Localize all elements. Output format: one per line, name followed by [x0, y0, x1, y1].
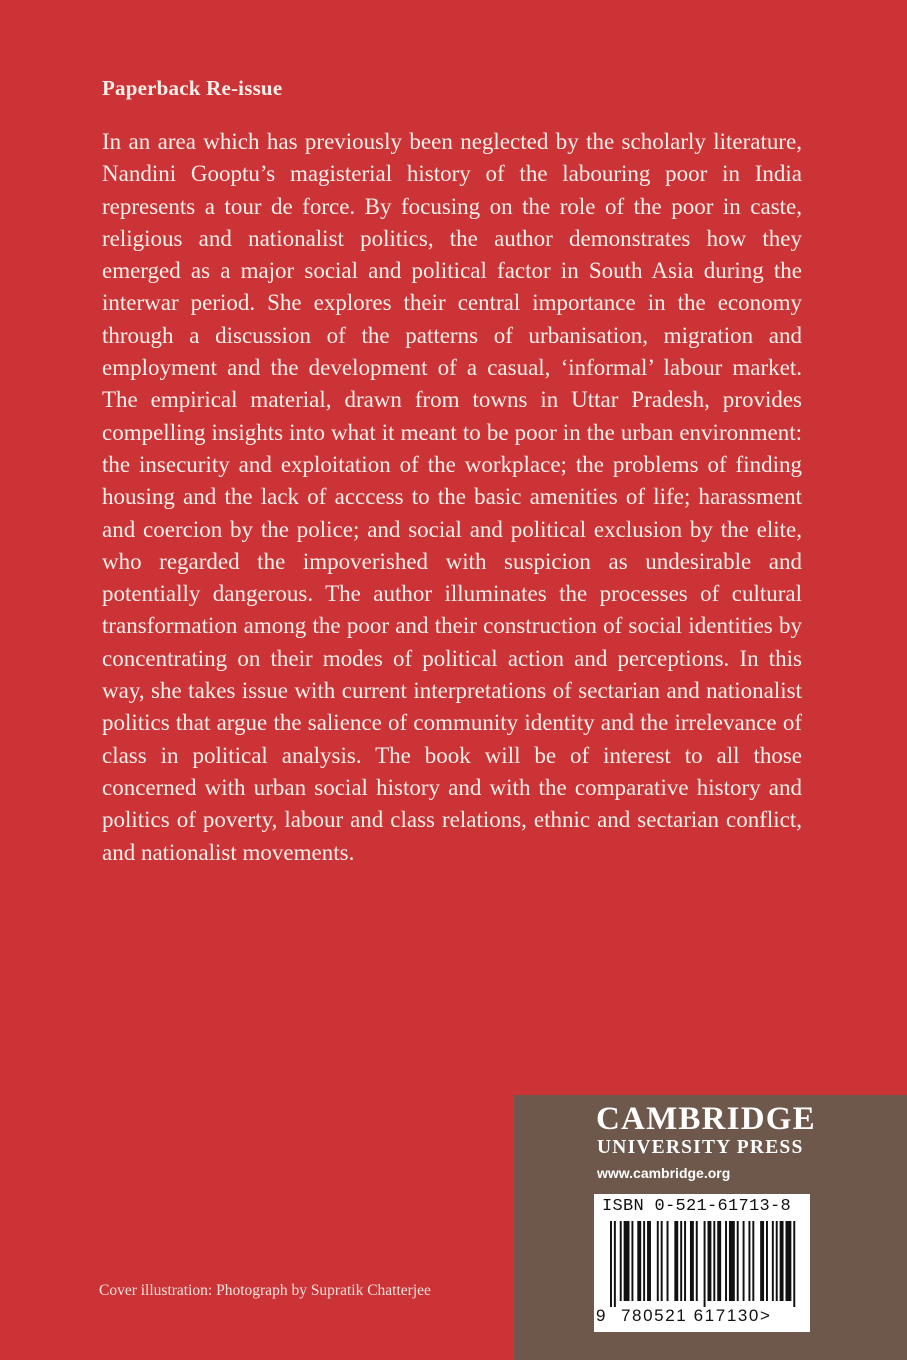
barcode-digits-text: 780521 617130 [621, 1306, 760, 1325]
barcode-bar [786, 1221, 792, 1301]
barcode-digits [621, 1306, 772, 1326]
barcode-bar [725, 1221, 727, 1301]
barcode-bar [690, 1221, 694, 1301]
barcode-bar [780, 1221, 784, 1301]
barcode-bar [793, 1221, 795, 1307]
barcode-bar [737, 1221, 739, 1301]
barcode-bar [760, 1221, 764, 1301]
barcode-bar [637, 1221, 641, 1301]
barcode-bar [643, 1221, 645, 1301]
cover-illustration-credit: Cover illustration: Photograph by Supratik Chatterjee [99, 1282, 431, 1299]
barcode-bar [680, 1221, 682, 1301]
isbn-barcode [594, 1194, 810, 1332]
barcode-bar [667, 1221, 669, 1301]
barcode-bar [614, 1221, 616, 1307]
barcode-bar [752, 1221, 754, 1301]
barcode-bar [743, 1221, 745, 1301]
barcode-bars [610, 1221, 800, 1307]
barcode-bar [748, 1221, 750, 1301]
barcode-bar [661, 1221, 663, 1301]
publisher-subname: UNIVERSITY PRESS [597, 1137, 804, 1158]
barcode-bar [708, 1221, 712, 1301]
barcode-bar [674, 1221, 678, 1301]
reissue-heading: Paperback Re-issue [102, 76, 283, 100]
barcode-bar [717, 1221, 721, 1301]
book-description: In an area which has previously been neglected by the scholarly literature, Nandini Gooptu’s magisterial history of the labouring poor in India represents a tour de force. By focusing on the role of the poor in caste, religious and nationalist politics, the author demonstrates how they emerged as a major social and political factor in South Asia during the interwar period. She explores their central importance in the economy through a discussion of the patterns of urbanisation, migration and employment and the development of a casual, ‘informal’ labour market. The empirical material, drawn from towns in Uttar Pradesh, provides compelling insights into what it meant to be poor in the urban environment: the insecurity and exploitation of the workplace; the problems of finding housing and the lack of acccess to the basic amenities of life; harassment and coercion by the police; and social and political exclusion by the elite, who regarded the impoverished with suspicion as undesirable and potentially dangerous. The author illuminates the processes of cultural transformation among the poor and their construction of social identities by concentrating on their modes of political action and perceptions. In this way, she takes issue with current interpretations of sectarian and nationalist politics that argue the salience of community identity and the irrelevance of class in political analysis. The book will be of interest to all those concerned with urban social history and with the comparative history and politics of poverty, labour and class relations, ethnic and sectarian conflict, and nationalist movements. [102, 129, 802, 865]
barcode-bar [704, 1221, 706, 1307]
barcode-bar [713, 1221, 715, 1301]
barcode-bar [657, 1221, 659, 1301]
barcode-bar [729, 1221, 735, 1301]
barcode-bar [776, 1221, 778, 1301]
publisher-website: www.cambridge.org [597, 1165, 731, 1181]
publisher-panel [514, 1095, 907, 1360]
barcode-bar [696, 1221, 698, 1301]
barcode-bar [624, 1221, 630, 1301]
barcode-bar [684, 1221, 686, 1301]
barcode-bar [620, 1221, 622, 1301]
barcode-bar [772, 1221, 774, 1301]
barcode-bar [631, 1221, 633, 1301]
barcode-arrow: > [759, 1306, 772, 1325]
barcode-lead-digit: 9 [596, 1306, 606, 1325]
barcode-bar [766, 1221, 768, 1301]
barcode-bar [647, 1221, 651, 1301]
isbn-number: ISBN 0-521-61713-8 [602, 1197, 792, 1216]
barcode-bar [610, 1221, 612, 1307]
publisher-name: CAMBRIDGE [596, 1101, 816, 1137]
